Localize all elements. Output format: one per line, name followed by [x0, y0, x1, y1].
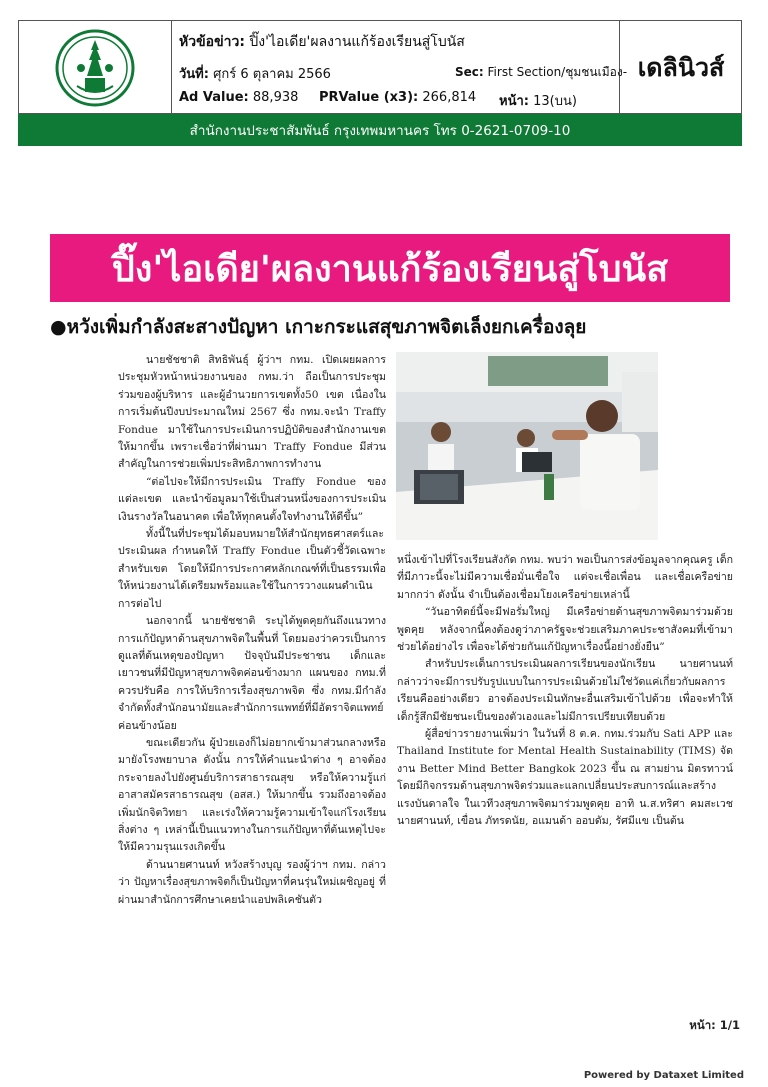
news-title-row: หัวข้อข่าว: ปิ๊ง'ไอเดีย'ผลงานแก้ร้องเรียนสู่โบนัส: [179, 34, 465, 50]
article-column-1: [118, 352, 386, 909]
paragraph: “ต่อไปจะให้มีการประเมิน Traffy Fondue ของแต่ละเขต และนำข้อมูลมาใช้เป็นส่วนหนึ่งของการประเมินเงินรางวัลในอนาคต เพื่อให้ทุกคนตั้งใจทำงานให้ดีขึ้น”: [118, 475, 386, 523]
clipping-header: [18, 20, 742, 146]
page-count: หน้า: 1/1: [689, 1018, 740, 1032]
paragraph: ทั้งนี้ในที่ประชุมได้มอบหมายให้สำนักยุทธศาสตร์และประเมินผล กำหนดให้ Traffy Fondue เป็นตัวชี้วัดเฉพาะสำหรับเขต โดยให้มีการประกาศหลักเกณฑ์ที่เป็นธรรมเพื่อให้หน่วยงานได้เตรียมพร้อมและใช้ในการวางแผนดำเนินการต่อไป: [118, 528, 386, 610]
paragraph: สำหรับประเด็นการประเมินผลการเรียนของนักเรียน นายศานนท์ กล่าวว่าจะมีการปรับรูปแบบในการประเมินด้วยไม่ใช่วัดแค่เกี่ยวกับผลการเรียนคืออย่างเดียว อาจต้องประเมินทักษะอื่นเสริมเข้าไปด้วย เพื่อจะทำให้เด็กรู้สึกมีชัยชนะเป็นของตัวเองและไม่มีการเปรียบเทียบด้วย: [397, 658, 733, 723]
paragraph: หนึ่งเข้าไปที่โรงเรียนสังกัด กทม. พบว่า พอเป็นการส่งข้อมูลจากคุณครู เด็กที่มีภาวะนี้จะไม่มีความเชื่อมั่นเชื่อใจ แต่จะเชื่อเพื่อน และเชื่อเครือข่ายมากกว่า ดังนั้น จำเป็นต้องเชื่อมโยงเครือข่ายเหล่านี้: [397, 554, 733, 601]
paragraph: ขณะเดียวกัน ผู้ป่วยเองก็ไม่อยากเข้ามาส่วนกลางหรือมายังโรงพยาบาล ดังนั้น การให้คำแนะนำต่าง ๆ อาจต้องกระจายลงไปยังศูนย์บริการสาธารณสุข หรือให้ความรู้แก่อาสาสมัครสาธารณสุข (อสส.) ให้มากขึ้น รวมถึงอาจต้องเพิ่มนักจิตวิทยา และเร่งให้ความรู้ความเข้าใจแก่โรงเรียน สิ่งต่าง ๆ เหล่านี้เป็นแนวทางในการแก้ปัญหาที่ต้นเหตุไปจะให้มีความรุนแรงเกิดขึ้น: [118, 736, 386, 854]
article-column-2: [397, 552, 733, 831]
publication-logo: เดลินิวส์: [637, 53, 725, 82]
paragraph: ผู้สื่อข่าวรายงานเพิ่มว่า ในวันที่ 8 ต.ค. กทม.ร่วมกับ Sati APP และ Thailand Institute for Mental Health Sustainability (TIMS) จัดงาน Better Mind Better Bangkok 2023 ขึ้น ณ สามย่าน มิตรทาวน์ โดยมีกิจกรรมด้านสุขภาพจิตร่วมและแลกเปลี่ยนประสบการณ์และสร้างแรงบันดาลใจ ในเวทีวงสุขภาพจิตมาร่วมพูดคุย อาทิ น.ส.ทริศา คมสะเวช นายศานนท์, เขื่อน ภัทรดนัย, อแมนด้า ออบดัม, รัศมีแข เป็นต้น: [397, 728, 733, 828]
pr-value-row: PRValue (x3): 266,814: [319, 90, 477, 105]
page-row: หน้า: 13(บน): [499, 94, 577, 109]
bma-seal-logo: [41, 28, 149, 108]
section-row: Sec: First Section/ชุมชนเมือง-: [455, 65, 628, 79]
news-date: ศุกร์ 6 ตุลาคม 2566: [213, 67, 331, 82]
page-number: 13(บน): [533, 94, 577, 109]
ad-value: 88,938: [252, 90, 299, 105]
ad-value-row: Ad Value: 88,938: [179, 90, 299, 105]
paragraph: ด้านนายศานนท์ หวังสร้างบุญ รองผู้ว่าฯ กทม. กล่าวว่า ปัญหาเรื่องสุขภาพจิตก็เป็นปัญหาที่คนรุ่นใหม่เผชิญอยู่ ที่ผ่านมาสำนักการศึกษาเคยนำแอปพลิเคชันตัว: [118, 858, 386, 906]
divider: [171, 21, 172, 115]
article-headline: ปิ๊ง'ไอเดีย'ผลงานแก้ร้องเรียนสู่โบนัส: [50, 234, 730, 302]
date-row: วันที่: ศุกร์ 6 ตุลาคม 2566: [179, 67, 331, 82]
agency-bar: สำนักงานประชาสัมพันธ์ กรุงเทพมหานคร โทร 0-2621-0709-10: [18, 114, 742, 146]
paragraph: นายชัชชาติ สิทธิพันธุ์ ผู้ว่าฯ กทม. เปิดเผยผลการประชุมหัวหน้าหน่วยงานของ กทม.ว่า ถือเป็นการประชุมร่วมของผู้บริหาร และผู้อำนวยการเขตทั้ง50 เขต เนื่องในการเริ่มต้นปีงบประมาณใหม่ 2567 ซึ่ง กทม.จะนำ Traffy Fondue มาใช้ในการประเมินการปฏิบัติของสำนักงานเขตให้มากขึ้น เพราะเชื่อว่าที่ผ่านมา Traffy Fondue มีส่วนสำคัญในการช่วยเพิ่มประสิทธิภาพการทำงาน: [118, 354, 386, 471]
meeting-photo-illustration: [396, 352, 658, 540]
paragraph: นอกจากนี้ นายชัชชาติ ระบุได้พูดคุยกันถึงแนวทางการแก้ปัญหาด้านสุขภาพจิตในพื้นที่ โดยมองว่าควรเป็นการดูแลที่ต้นเหตุของปัญหา ปัจจุบันมีประชาชน เด็กและเยาวชนที่มีปัญหาสุขภาพจิตค่อนข้างมาก แผนของ กทม.ที่ควรปรับคือ การให้บริการเรื่องสุขภาพจิต ซึ่ง กทม.มีกำลังจำกัดทั้งสำนักอนามัยและสำนักการแพทย์ที่มีอัตราจิตแพทย์ค่อนข้างน้อย: [118, 615, 386, 732]
article-subheadline: ●หวังเพิ่มกำลังสะสางปัญหา เกาะกระแสสุขภาพจิตเล็งยกเครื่องลุย: [50, 316, 587, 338]
powered-by: Powered by Dataxet Limited: [583, 1070, 744, 1081]
pr-value: 266,814: [422, 90, 477, 105]
header-box: [18, 20, 742, 114]
news-section: First Section/ชุมชนเมือง-: [487, 65, 628, 79]
news-title: ปิ๊ง'ไอเดีย'ผลงานแก้ร้องเรียนสู่โบนัส: [249, 34, 465, 50]
paragraph: “วันอาทิตย์นี้จะมีฟอรั่มใหญ่ มีเครือข่ายด้านสุขภาพจิตมาร่วมด้วยพูดคุย หลังจากนี้คงต้องดูว่าภาครัฐจะช่วยเสริมภาคประชาสังคมที่เข้ามาช่วยได้อย่างไร เพื่อจะได้ช่วยกันแก้ปัญหาเรื่องนี้อย่างยั่งยืน”: [397, 606, 733, 654]
article-photo: [396, 352, 658, 540]
